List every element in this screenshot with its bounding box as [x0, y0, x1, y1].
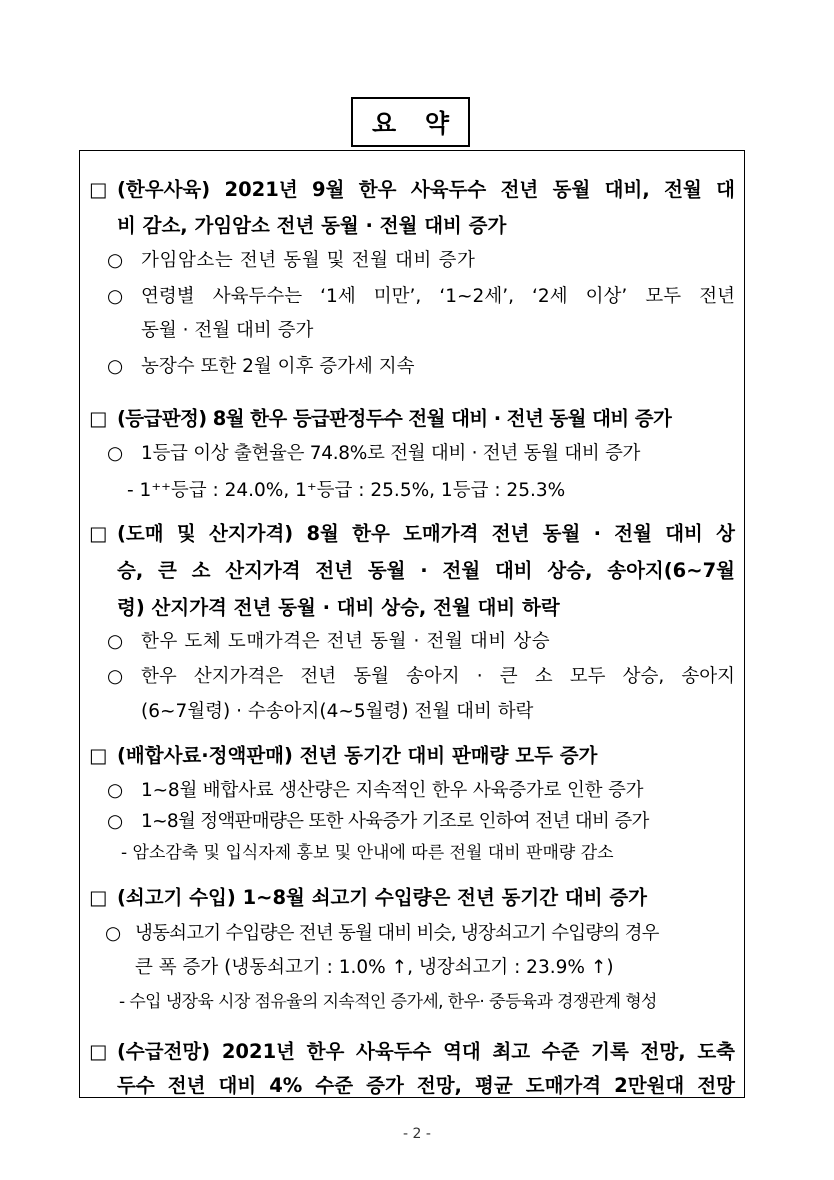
sub-bullet-text: - 암소감축 및 입식자제 홍보 및 안내에 따른 전월 대비 판매량 감소	[121, 843, 614, 863]
circle-bullet-icon: ○	[107, 250, 124, 271]
section-header-line: 두수 전년 대비 4% 수준 증가 전망, 평균 도매가격 2만원대 전망	[117, 1074, 735, 1097]
bullet-text: (6~7월령) · 수송아지(4~5월령) 전월 대비 하락	[141, 701, 534, 722]
bullet-text: 1등급 이상 출현율은 74.8%로 전월 대비 · 전년 동월 대비 증가	[141, 443, 641, 464]
bullet-text: 1~8월 정액판매량은 또한 사육증가 기조로 인하여 전년 대비 증가	[141, 811, 649, 832]
section-header-line: (등급판정) 8월 한우 등급판정두수 전월 대비 · 전년 동월 대비 증가	[117, 407, 672, 430]
checkbox-square-icon: □	[89, 1040, 108, 1063]
section-header-line: 령) 산지가격 전년 동월 · 대비 상승, 전월 대비 하락	[117, 596, 560, 619]
checkbox-square-icon: □	[89, 744, 108, 767]
summary-title: 요 약	[351, 97, 470, 147]
circle-bullet-icon: ○	[107, 286, 124, 307]
page-number: - 2 -	[403, 1126, 431, 1142]
bullet-text: 가임암소는 전년 동월 및 전월 대비 증가	[141, 250, 476, 271]
bullet-text: 냉동쇠고기 수입량은 전년 동월 대비 비슷, 냉장쇠고기 수입량의 경우	[135, 923, 659, 944]
section-header-line: (배합사료·정액판매) 전년 동기간 대비 판매량 모두 증가	[117, 744, 598, 767]
sub-bullet-text: - 수입 냉장육 시장 점유율의 지속적인 증가세, 한우· 중등육과 경쟁관계 형성	[119, 992, 657, 1012]
bullet-text: 농장수 또한 2월 이후 증가세 지속	[141, 356, 415, 377]
checkbox-square-icon: □	[89, 522, 108, 545]
circle-bullet-icon: ○	[107, 811, 124, 832]
bullet-text: 큰 폭 증가 (냉동쇠고기 : 1.0% ↑, 냉장쇠고기 : 23.9% ↑)	[135, 957, 614, 978]
bullet-text: 1~8월 배합사료 생산량은 지속적인 한우 사육증가로 인한 증가	[141, 780, 644, 801]
sub-bullet-text: - 1⁺⁺등급 : 24.0%, 1⁺등급 : 25.5%, 1등급 : 25.3%	[127, 480, 566, 501]
circle-bullet-icon: ○	[107, 631, 124, 652]
circle-bullet-icon: ○	[107, 666, 124, 687]
checkbox-square-icon: □	[89, 178, 108, 201]
circle-bullet-icon: ○	[107, 443, 124, 464]
checkbox-square-icon: □	[89, 886, 108, 909]
circle-bullet-icon: ○	[105, 923, 122, 944]
bullet-text: 연령별 사육두수는 ‘1세 미만’, ‘1~2세’, ‘2세 이상’ 모두 전년	[141, 286, 735, 307]
checkbox-square-icon: □	[89, 407, 108, 430]
circle-bullet-icon: ○	[107, 780, 124, 801]
bullet-text: 한우 도체 도매가격은 전년 동월 · 전월 대비 상승	[141, 631, 551, 652]
section-header-line	[89, 180, 107, 200]
section-header-line: (한우사육) 2021년 9월 한우 사육두수 전년 동월 대비, 전월 대	[117, 178, 735, 201]
section-header-line: 비 감소, 가임암소 전년 동월 · 전월 대비 증가	[117, 214, 507, 237]
section-header-line: (도매 및 산지가격) 8월 한우 도매가격 전년 동월 · 전월 대비 상	[117, 522, 735, 545]
circle-bullet-icon: ○	[107, 356, 124, 377]
section-header-line: (수급전망) 2021년 한우 사육두수 역대 최고 수준 기록 전망, 도축	[117, 1040, 735, 1063]
section-header-line: 승, 큰 소 산지가격 전년 동월 · 전월 대비 상승, 송아지(6~7월	[117, 559, 735, 582]
bullet-text: 동월 · 전월 대비 증가	[141, 320, 314, 341]
bullet-text: 한우 산지가격은 전년 동월 송아지 · 큰 소 모두 상승, 송아지	[141, 666, 735, 687]
section-header-line: (쇠고기 수입) 1~8월 쇠고기 수입량은 전년 동기간 대비 증가	[117, 886, 648, 909]
